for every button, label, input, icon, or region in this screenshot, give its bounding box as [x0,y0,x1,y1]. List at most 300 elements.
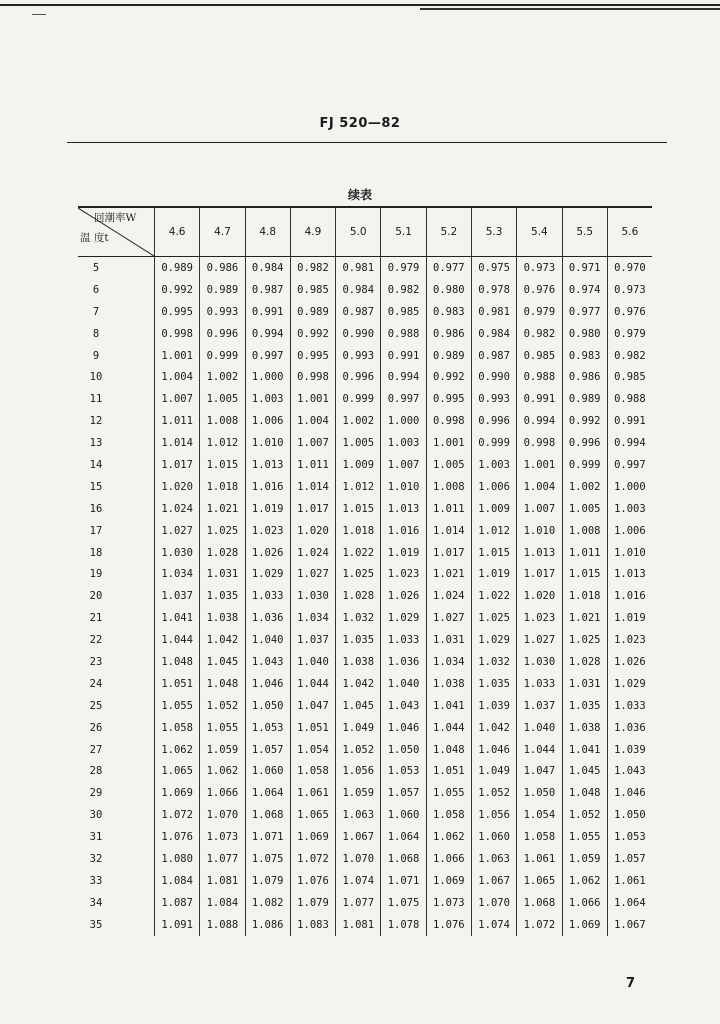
factor-cell: 1.045 [336,695,381,717]
factor-cell: 1.014 [290,476,335,498]
factor-cell: 1.019 [607,607,652,629]
factor-cell: 1.035 [562,695,607,717]
factor-cell: 1.080 [155,848,200,870]
factor-cell: 0.991 [517,388,562,410]
factor-cell: 1.082 [245,892,290,914]
factor-cell: 1.015 [562,563,607,585]
factor-cell: 1.003 [471,454,516,476]
factor-cell: 1.050 [517,782,562,804]
factor-cell: 1.056 [336,760,381,782]
factor-cell: 1.033 [381,629,426,651]
factor-cell: 0.993 [471,388,516,410]
factor-cell: 1.018 [336,520,381,542]
factor-cell: 1.061 [517,848,562,870]
factor-cell: 1.062 [200,760,245,782]
factor-cell: 1.044 [290,673,335,695]
factor-cell: 1.011 [155,410,200,432]
temperature-cell: 30 [89,809,103,822]
factor-cell: 1.036 [607,717,652,739]
factor-cell: 1.071 [245,826,290,848]
factor-cell: 1.007 [155,388,200,410]
factor-cell: 0.996 [200,323,245,345]
factor-cell: 1.028 [562,651,607,673]
factor-cell: 1.041 [426,695,471,717]
factor-cell: 0.993 [336,345,381,367]
factor-cell: 0.994 [245,323,290,345]
table-row [78,520,652,542]
factor-cell: 1.027 [426,607,471,629]
factor-cell: 0.994 [607,432,652,454]
column-header: 4.6 [155,207,200,257]
column-header: 4.8 [245,207,290,257]
temperature-cell: 20 [89,590,103,603]
factor-cell: 1.027 [517,629,562,651]
factor-cell: 1.046 [381,717,426,739]
factor-cell: 1.016 [245,476,290,498]
factor-cell: 1.067 [471,870,516,892]
factor-cell: 1.038 [562,717,607,739]
factor-cell: 1.029 [381,607,426,629]
factor-cell: 0.995 [155,301,200,323]
factor-cell: 1.019 [245,498,290,520]
factor-cell: 1.005 [562,498,607,520]
factor-cell: 1.044 [517,739,562,761]
temperature-cell: 13 [89,437,103,450]
factor-cell: 0.979 [381,257,426,279]
factor-cell: 1.043 [607,760,652,782]
temperature-cell: 34 [89,896,103,909]
table-row [78,870,652,892]
factor-cell: 1.024 [290,542,335,564]
factor-cell: 0.991 [607,410,652,432]
column-header: 5.6 [607,207,652,257]
factor-cell: 1.062 [562,870,607,892]
factor-cell: 1.004 [155,366,200,388]
factor-cell: 1.010 [607,542,652,564]
factor-cell: 1.014 [155,432,200,454]
factor-cell: 1.013 [517,542,562,564]
factor-cell: 1.075 [381,892,426,914]
factor-cell: 1.072 [290,848,335,870]
factor-cell: 0.987 [471,345,516,367]
factor-cell: 1.015 [471,542,516,564]
top-border-rule [0,4,720,6]
factor-cell: 1.060 [381,804,426,826]
table-row [78,454,652,476]
factor-cell: 1.057 [245,739,290,761]
factor-cell: 1.016 [381,520,426,542]
factor-cell: 1.006 [471,476,516,498]
table-row [78,914,652,936]
factor-cell: 1.060 [471,826,516,848]
factor-cell: 1.020 [517,585,562,607]
factor-cell: 1.088 [200,914,245,936]
factor-cell: 0.982 [607,345,652,367]
temperature-cell: 27 [89,743,103,756]
factor-cell: 1.033 [517,673,562,695]
factor-cell: 0.992 [290,323,335,345]
factor-cell: 1.045 [200,651,245,673]
temperature-cell: 18 [89,546,103,559]
factor-cell: 1.037 [290,629,335,651]
temperature-cell: 9 [92,349,100,362]
factor-cell: 0.999 [562,454,607,476]
corner-mark [32,14,46,15]
temperature-label: 温 度t [80,232,109,244]
factor-cell: 1.022 [471,585,516,607]
factor-cell: 1.026 [607,651,652,673]
factor-cell: 1.020 [155,476,200,498]
factor-cell: 1.023 [245,520,290,542]
factor-cell: 1.064 [245,782,290,804]
factor-cell: 1.022 [336,542,381,564]
factor-cell: 1.071 [381,870,426,892]
factor-cell: 1.033 [607,695,652,717]
correction-table [78,206,652,936]
factor-cell: 1.011 [426,498,471,520]
temperature-cell: 7 [92,305,100,318]
factor-cell: 1.063 [336,804,381,826]
factor-cell: 1.013 [381,498,426,520]
factor-cell: 1.009 [471,498,516,520]
factor-cell: 1.036 [381,651,426,673]
factor-cell: 0.991 [381,345,426,367]
temperature-cell: 29 [89,787,103,800]
factor-cell: 1.008 [200,410,245,432]
factor-cell: 1.011 [290,454,335,476]
factor-cell: 0.985 [607,366,652,388]
factor-cell: 1.034 [290,607,335,629]
factor-cell: 0.998 [426,410,471,432]
factor-cell: 1.077 [200,848,245,870]
table-row [78,279,652,301]
factor-cell: 1.048 [155,651,200,673]
factor-cell: 1.054 [517,804,562,826]
factor-cell: 0.991 [245,301,290,323]
factor-cell: 1.025 [471,607,516,629]
factor-cell: 1.036 [245,607,290,629]
factor-cell: 1.038 [336,651,381,673]
factor-cell: 1.066 [562,892,607,914]
factor-cell: 0.989 [155,257,200,279]
factor-cell: 1.032 [336,607,381,629]
factor-cell: 1.038 [426,673,471,695]
factor-cell: 0.985 [517,345,562,367]
factor-cell: 1.003 [381,432,426,454]
table-row [78,673,652,695]
factor-cell: 1.040 [290,651,335,673]
factor-cell: 1.047 [290,695,335,717]
factor-cell: 1.064 [607,892,652,914]
factor-cell: 1.058 [155,717,200,739]
factor-cell: 1.047 [517,760,562,782]
temperature-cell: 8 [92,327,100,340]
column-header: 5.0 [336,207,381,257]
factor-cell: 1.052 [562,804,607,826]
factor-cell: 0.989 [562,388,607,410]
factor-cell: 1.076 [290,870,335,892]
factor-cell: 1.073 [426,892,471,914]
column-header: 5.3 [471,207,516,257]
factor-cell: 0.989 [200,279,245,301]
factor-cell: 0.999 [336,388,381,410]
factor-cell: 1.020 [290,520,335,542]
factor-cell: 1.052 [471,782,516,804]
factor-cell: 1.042 [336,673,381,695]
factor-cell: 1.041 [155,607,200,629]
factor-cell: 1.070 [471,892,516,914]
factor-cell: 0.992 [155,279,200,301]
temperature-cell: 6 [92,283,100,296]
temperature-cell: 33 [89,874,103,887]
factor-cell: 1.040 [517,717,562,739]
table-row [78,760,652,782]
factor-cell: 1.007 [290,432,335,454]
factor-cell: 0.986 [562,366,607,388]
factor-cell: 1.074 [336,870,381,892]
factor-cell: 1.029 [607,673,652,695]
factor-cell: 1.053 [381,760,426,782]
temperature-cell: 28 [89,765,103,778]
factor-cell: 1.084 [155,870,200,892]
factor-cell: 1.034 [426,651,471,673]
temperature-cell: 25 [89,699,103,712]
factor-cell: 1.012 [471,520,516,542]
factor-cell: 1.002 [200,366,245,388]
factor-cell: 1.065 [517,870,562,892]
table-row [78,476,652,498]
factor-cell: 1.024 [155,498,200,520]
temperature-cell: 14 [89,458,103,471]
factor-cell: 1.031 [426,629,471,651]
temperature-cell: 26 [89,721,103,734]
temperature-cell: 22 [89,634,103,647]
factor-cell: 1.010 [517,520,562,542]
factor-cell: 1.061 [607,870,652,892]
factor-cell: 0.979 [607,323,652,345]
factor-cell: 1.030 [517,651,562,673]
temperature-cell: 23 [89,655,103,668]
table-body [78,257,652,936]
factor-cell: 0.998 [290,366,335,388]
factor-cell: 1.027 [290,563,335,585]
factor-cell: 0.997 [607,454,652,476]
factor-cell: 0.982 [290,257,335,279]
factor-cell: 1.027 [155,520,200,542]
factor-cell: 1.028 [336,585,381,607]
factor-cell: 1.070 [200,804,245,826]
document-code: FJ 520—82 [319,116,401,131]
factor-cell: 1.059 [336,782,381,804]
factor-cell: 0.990 [336,323,381,345]
factor-cell: 0.985 [290,279,335,301]
factor-cell: 1.038 [200,607,245,629]
factor-cell: 1.073 [200,826,245,848]
factor-cell: 1.026 [245,542,290,564]
factor-cell: 1.055 [426,782,471,804]
factor-cell: 1.048 [426,739,471,761]
table-header-row [78,207,652,257]
factor-cell: 0.992 [562,410,607,432]
factor-cell: 0.997 [245,345,290,367]
factor-cell: 1.000 [245,366,290,388]
factor-cell: 1.052 [200,695,245,717]
factor-cell: 0.994 [381,366,426,388]
factor-cell: 0.999 [200,345,245,367]
factor-cell: 1.053 [245,717,290,739]
temperature-cell: 35 [89,918,103,931]
temperature-cell: 10 [89,371,103,384]
temperature-cell: 12 [89,415,103,428]
factor-cell: 1.086 [245,914,290,936]
factor-cell: 1.000 [381,410,426,432]
table-row [78,739,652,761]
factor-cell: 0.981 [471,301,516,323]
factor-cell: 1.091 [155,914,200,936]
factor-cell: 1.031 [200,563,245,585]
factor-cell: 1.037 [517,695,562,717]
factor-cell: 1.046 [471,739,516,761]
column-header: 4.7 [200,207,245,257]
page-number: 7 [626,976,636,991]
factor-cell: 0.984 [471,323,516,345]
table-row [78,563,652,585]
factor-cell: 1.048 [200,673,245,695]
factor-cell: 0.988 [517,366,562,388]
factor-cell: 0.985 [381,301,426,323]
temperature-cell: 31 [89,831,103,844]
factor-cell: 1.068 [517,892,562,914]
column-header: 5.2 [426,207,471,257]
factor-cell: 0.971 [562,257,607,279]
factor-cell: 1.023 [517,607,562,629]
factor-cell: 1.065 [155,760,200,782]
factor-cell: 1.046 [607,782,652,804]
factor-cell: 1.059 [562,848,607,870]
factor-cell: 1.006 [245,410,290,432]
factor-cell: 1.057 [381,782,426,804]
factor-cell: 1.072 [517,914,562,936]
temperature-cell: 16 [89,502,103,515]
factor-cell: 1.039 [471,695,516,717]
factor-cell: 0.980 [562,323,607,345]
factor-cell: 0.983 [562,345,607,367]
factor-cell: 1.076 [155,826,200,848]
table-row [78,323,652,345]
factor-cell: 1.055 [200,717,245,739]
factor-cell: 1.025 [336,563,381,585]
factor-cell: 1.018 [562,585,607,607]
factor-cell: 0.998 [155,323,200,345]
factor-cell: 0.995 [290,345,335,367]
factor-cell: 1.029 [245,563,290,585]
factor-cell: 1.050 [381,739,426,761]
factor-cell: 0.983 [426,301,471,323]
factor-cell: 1.007 [517,498,562,520]
temperature-cell: 5 [92,261,100,274]
factor-cell: 1.010 [245,432,290,454]
factor-cell: 1.001 [426,432,471,454]
factor-cell: 1.081 [336,914,381,936]
factor-cell: 0.988 [607,388,652,410]
factor-cell: 1.066 [200,782,245,804]
table-row [78,498,652,520]
factor-cell: 1.058 [517,826,562,848]
factor-cell: 1.017 [290,498,335,520]
table-row [78,826,652,848]
table-row [78,695,652,717]
factor-cell: 1.023 [607,629,652,651]
factor-cell: 1.079 [245,870,290,892]
table-row [78,848,652,870]
header-rule [67,142,667,143]
factor-cell: 1.017 [517,563,562,585]
factor-cell: 1.024 [426,585,471,607]
factor-cell: 1.040 [381,673,426,695]
factor-cell: 1.007 [381,454,426,476]
factor-cell: 0.984 [245,257,290,279]
factor-cell: 1.084 [200,892,245,914]
table-row [78,804,652,826]
factor-cell: 0.970 [607,257,652,279]
table-row [78,782,652,804]
factor-cell: 1.017 [426,542,471,564]
factor-cell: 1.069 [562,914,607,936]
factor-cell: 0.976 [517,279,562,301]
factor-cell: 1.016 [607,585,652,607]
factor-cell: 1.030 [155,542,200,564]
factor-cell: 0.996 [471,410,516,432]
factor-cell: 1.070 [336,848,381,870]
factor-cell: 0.981 [336,257,381,279]
column-header: 5.4 [517,207,562,257]
factor-cell: 1.018 [200,476,245,498]
factor-cell: 0.993 [200,301,245,323]
factor-cell: 0.975 [471,257,516,279]
column-header: 4.9 [290,207,335,257]
factor-cell: 1.045 [562,760,607,782]
factor-cell: 1.005 [426,454,471,476]
factor-cell: 1.040 [245,629,290,651]
table-row [78,366,652,388]
factor-cell: 1.051 [290,717,335,739]
factor-cell: 1.010 [381,476,426,498]
factor-cell: 1.069 [290,826,335,848]
factor-cell: 1.032 [471,651,516,673]
table-row [78,432,652,454]
column-header: 5.5 [562,207,607,257]
factor-cell: 1.052 [336,739,381,761]
factor-cell: 1.087 [155,892,200,914]
factor-cell: 1.053 [607,826,652,848]
factor-cell: 1.031 [562,673,607,695]
factor-cell: 1.039 [607,739,652,761]
factor-cell: 0.995 [426,388,471,410]
factor-cell: 1.014 [426,520,471,542]
factor-cell: 0.973 [517,257,562,279]
factor-cell: 0.999 [471,432,516,454]
factor-cell: 1.006 [607,520,652,542]
temperature-cell: 19 [89,568,103,581]
factor-cell: 1.000 [607,476,652,498]
factor-cell: 1.058 [426,804,471,826]
factor-cell: 1.005 [200,388,245,410]
factor-cell: 1.008 [562,520,607,542]
factor-cell: 0.979 [517,301,562,323]
factor-cell: 1.001 [517,454,562,476]
factor-cell: 1.013 [607,563,652,585]
factor-cell: 1.066 [426,848,471,870]
